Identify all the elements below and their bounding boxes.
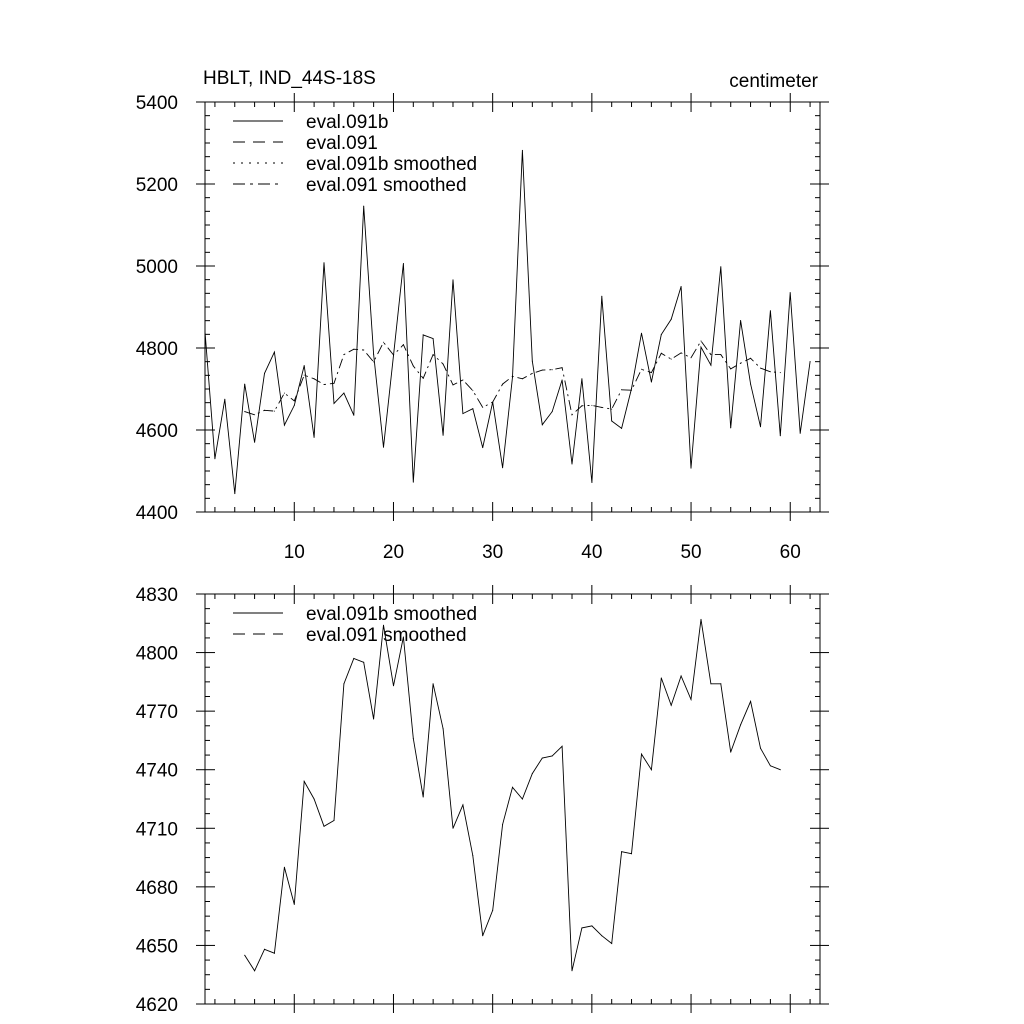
data-point (730, 752, 731, 753)
data-point (403, 344, 404, 345)
x-tick-label: 20 (382, 542, 405, 563)
data-point (254, 442, 255, 443)
data-point (383, 447, 384, 448)
y-tick-label: 4800 (135, 643, 178, 665)
data-point (294, 405, 295, 406)
data-point (740, 363, 741, 364)
data-point (701, 341, 702, 342)
data-point (284, 393, 285, 394)
data-point (552, 369, 553, 370)
data-point (671, 359, 672, 360)
data-point (502, 384, 503, 385)
data-point (462, 413, 463, 414)
data-point (760, 748, 761, 749)
data-point (681, 352, 682, 353)
data-point (661, 353, 662, 354)
data-point (264, 410, 265, 411)
data-point (581, 405, 582, 406)
data-point (552, 411, 553, 412)
data-point (601, 296, 602, 297)
data-point (284, 425, 285, 426)
data-point (492, 910, 493, 911)
data-point (472, 855, 473, 856)
data-point (413, 738, 414, 739)
data-point (730, 427, 731, 428)
data-point (244, 411, 245, 412)
legend-label: eval.091 smoothed (306, 175, 467, 196)
data-point (393, 355, 394, 356)
data-point (353, 658, 354, 659)
data-point (532, 773, 533, 774)
data-point (621, 428, 622, 429)
data-point (760, 426, 761, 427)
y-tick-label: 4620 (135, 995, 178, 1016)
data-point (641, 754, 642, 755)
data-point (433, 354, 434, 355)
y-tick-label: 5200 (135, 175, 178, 196)
data-point (651, 382, 652, 383)
data-point (244, 384, 245, 385)
data-point (691, 468, 692, 469)
data-point (433, 683, 434, 684)
data-point (343, 354, 344, 355)
data-point (691, 699, 692, 700)
data-point (284, 867, 285, 868)
series-line-eval-091b-smoothed (245, 619, 781, 970)
data-point (601, 935, 602, 936)
data-point (730, 368, 731, 369)
y-tick-label: 4830 (135, 585, 178, 606)
legend-label: eval.091b smoothed (306, 604, 478, 625)
y-tick-label: 4600 (135, 421, 178, 442)
legend-label: eval.091b (306, 112, 389, 133)
data-point (522, 378, 523, 379)
x-tick-label: 10 (283, 542, 305, 563)
data-point (770, 310, 771, 311)
data-point (314, 799, 315, 800)
data-point (631, 853, 632, 854)
data-point (562, 367, 563, 368)
data-point (512, 376, 513, 377)
data-point (750, 384, 751, 385)
y-tick-label: 4400 (135, 503, 178, 524)
data-point (274, 953, 275, 954)
data-point (502, 467, 503, 468)
data-point (334, 403, 335, 404)
data-point (581, 927, 582, 928)
data-point (800, 433, 801, 434)
legend-label: eval.091 smoothed (306, 625, 467, 646)
data-point (611, 421, 612, 422)
data-point (740, 724, 741, 725)
data-point (641, 369, 642, 370)
data-point (472, 408, 473, 409)
data-point (631, 390, 632, 391)
data-point (363, 350, 364, 351)
data-point (443, 435, 444, 436)
data-point (433, 338, 434, 339)
data-point (591, 405, 592, 406)
legend-label: eval.091 (306, 133, 378, 154)
data-point (611, 943, 612, 944)
data-point (453, 384, 454, 385)
data-point (562, 380, 563, 381)
data-point (324, 262, 325, 263)
data-point (472, 390, 473, 391)
data-point (324, 826, 325, 827)
data-point (581, 378, 582, 379)
data-point (403, 263, 404, 264)
y-tick-label: 4740 (135, 760, 178, 782)
data-point (423, 334, 424, 335)
data-point (482, 935, 483, 936)
data-point (631, 388, 632, 389)
data-point (274, 352, 275, 353)
data-point (274, 411, 275, 412)
data-point (720, 683, 721, 684)
data-point (304, 365, 305, 366)
data-point (740, 320, 741, 321)
data-point (701, 347, 702, 348)
data-point (512, 787, 513, 788)
data-point (324, 384, 325, 385)
data-point (710, 365, 711, 366)
series-line-eval-091b (205, 150, 810, 493)
data-point (462, 380, 463, 381)
data-point (681, 286, 682, 287)
y-tick-label: 5400 (135, 93, 178, 114)
data-point (661, 678, 662, 679)
x-tick-label: 40 (581, 542, 603, 563)
data-point (542, 370, 543, 371)
data-point (363, 206, 364, 207)
data-point (314, 378, 315, 379)
data-point (373, 354, 374, 355)
data-point (423, 797, 424, 798)
data-point (532, 361, 533, 362)
data-point (770, 765, 771, 766)
data-point (462, 804, 463, 805)
data-point (621, 389, 622, 390)
top-panel-title: HBLT, IND_44S-18S (203, 68, 376, 89)
data-point (244, 955, 245, 956)
data-point (234, 493, 235, 494)
data-point (532, 373, 533, 374)
legend-label: eval.091b smoothed (306, 154, 478, 175)
data-point (681, 676, 682, 677)
data-point (294, 400, 295, 401)
data-point (691, 357, 692, 358)
data-point (552, 756, 553, 757)
data-point (810, 361, 811, 362)
data-point (651, 372, 652, 373)
data-point (413, 482, 414, 483)
data-point (334, 820, 335, 821)
data-point (720, 266, 721, 267)
data-point (572, 414, 573, 415)
data-point (423, 378, 424, 379)
data-point (254, 970, 255, 971)
data-point (671, 705, 672, 706)
data-point (482, 407, 483, 408)
data-point (720, 354, 721, 355)
data-point (353, 349, 354, 350)
data-point (710, 683, 711, 684)
data-point (591, 925, 592, 926)
data-point (572, 464, 573, 465)
data-point (750, 358, 751, 359)
data-point (205, 331, 206, 332)
data-point (482, 447, 483, 448)
data-point (373, 361, 374, 362)
data-point (770, 371, 771, 372)
data-point (363, 662, 364, 663)
top-panel (136, 68, 829, 563)
data-point (572, 970, 573, 971)
data-point (264, 949, 265, 950)
data-point (611, 409, 612, 410)
data-point (304, 375, 305, 376)
data-point (671, 319, 672, 320)
data-point (780, 435, 781, 436)
data-point (334, 383, 335, 384)
data-point (502, 824, 503, 825)
data-point (661, 334, 662, 335)
data-point (780, 372, 781, 373)
data-point (701, 619, 702, 620)
data-point (294, 904, 295, 905)
data-point (373, 719, 374, 720)
data-point (651, 769, 652, 770)
top-panel-units: centimeter (729, 71, 818, 92)
data-point (492, 402, 493, 403)
data-point (621, 851, 622, 852)
data-point (443, 364, 444, 365)
data-point (710, 354, 711, 355)
data-point (562, 746, 563, 747)
data-point (214, 458, 215, 459)
x-tick-label: 30 (482, 542, 504, 563)
data-point (304, 781, 305, 782)
x-tick-label: 50 (680, 542, 702, 563)
data-point (780, 769, 781, 770)
data-point (522, 799, 523, 800)
plot-frame (205, 102, 820, 512)
data-point (760, 368, 761, 369)
data-point (453, 828, 454, 829)
data-point (453, 279, 454, 280)
x-tick-label: 60 (779, 542, 801, 563)
data-point (443, 728, 444, 729)
data-point (264, 373, 265, 374)
y-tick-label: 4770 (135, 702, 178, 724)
data-point (314, 437, 315, 438)
data-point (542, 424, 543, 425)
y-tick-label: 4680 (135, 877, 178, 899)
data-point (254, 414, 255, 415)
y-tick-label: 4800 (135, 339, 178, 360)
data-point (393, 685, 394, 686)
data-point (353, 415, 354, 416)
data-point (522, 150, 523, 151)
data-point (542, 758, 543, 759)
plot-frame (205, 594, 820, 1004)
data-point (383, 342, 384, 343)
data-point (591, 482, 592, 483)
data-point (343, 683, 344, 684)
data-point (641, 333, 642, 334)
data-point (601, 407, 602, 408)
data-point (343, 393, 344, 394)
data-point (224, 399, 225, 400)
y-tick-label: 4710 (135, 819, 178, 841)
y-tick-label: 4650 (135, 936, 178, 958)
bottom-panel (136, 585, 829, 1016)
y-tick-label: 5000 (135, 257, 178, 278)
data-point (750, 701, 751, 702)
data-point (790, 292, 791, 293)
data-point (413, 366, 414, 367)
